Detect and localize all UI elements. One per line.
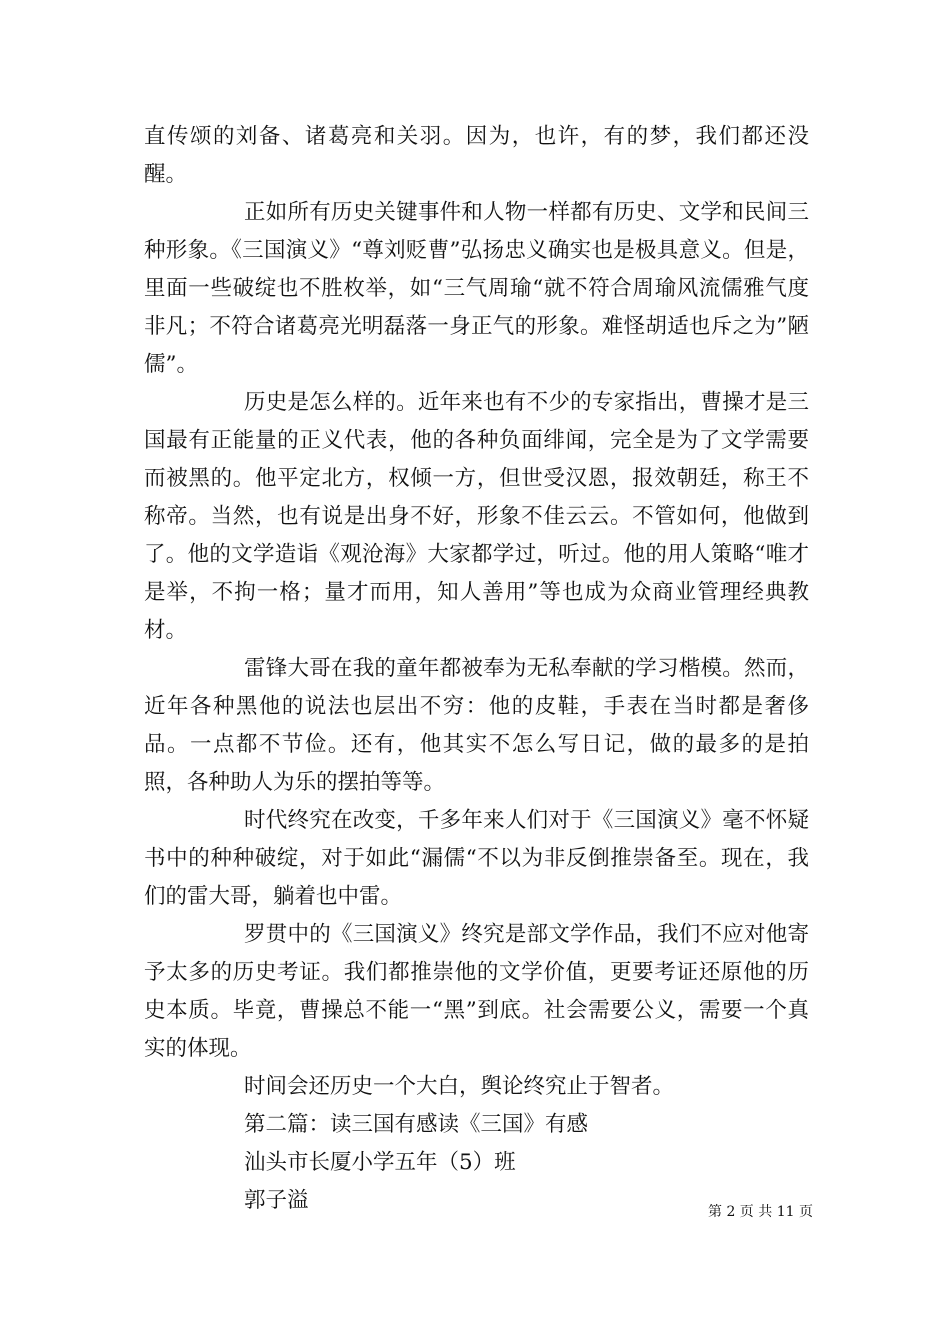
- section-heading: 第二篇：读三国有感读《三国》有感: [244, 1112, 589, 1137]
- paragraph: 正如所有历史关键事件和人物一样都有历史、文学和民间三种形象。《三国演义》“尊刘贬曹”弘扬忠义确实也是极具意义。但是，里面一些破绽也不胜枚举，如“三气周瑜“就不符合周瑜风流儒雅气度非凡；不符合诸葛亮光明磊落一身正气的形象。难怪胡适也斥之为”陋儒”。: [144, 200, 809, 377]
- author-name: 郭子溢: [244, 1188, 309, 1213]
- page-number: 第 2 页 共 11 页: [708, 1204, 813, 1220]
- paragraph: 时代终究在改变，千多年来人们对于《三国演义》毫不怀疑书中的种种破绽，对于如此“漏儒“不以为非反倒推崇备至。现在，我们的雷大哥，躺着也中雷。: [144, 808, 809, 909]
- paragraph: 雷锋大哥在我的童年都被奉为无私奉献的学习楷模。然而，近年各种黑他的说法也层出不穷：他的皮鞋，手表在当时都是奢侈品。一点都不节俭。还有，他其实不怎么写日记，做的最多的是拍照，各种助人为乐的摆拍等等。: [144, 656, 809, 795]
- paragraph: 历史是怎么样的。近年来也有不少的专家指出，曹操才是三国最有正能量的正义代表，他的各种负面绯闻，完全是为了文学需要而被黑的。他平定北方，权倾一方，但世受汉恩，报效朝廷，称王不称帝。当然，也有说是出身不好，形象不佳云云。不管如何，他做到了。他的文学造诣《观沧海》大家都学过，听过。他的用人策略“唯才是举，不拘一格；量才而用，知人善用”等也成为众商业管理经典教材。: [144, 390, 809, 643]
- author-school: 汕头市长厦小学五年（5）班: [244, 1150, 516, 1175]
- paragraph-continuation: 直传颂的刘备、诸葛亮和关羽。因为，也许，有的梦，我们都还没醒。: [144, 124, 809, 187]
- body-text: [144, 118, 809, 1220]
- paragraph: 罗贯中的《三国演义》终究是部文学作品，我们不应对他寄予太多的历史考证。我们都推崇他的文学价值，更要考证还原他的历史本质。毕竟，曹操总不能一“黑”到底。社会需要公义，需要一个真实的体现。: [144, 922, 809, 1061]
- paragraph: 时间会还历史一个大白，舆论终究止于智者。: [244, 1074, 675, 1099]
